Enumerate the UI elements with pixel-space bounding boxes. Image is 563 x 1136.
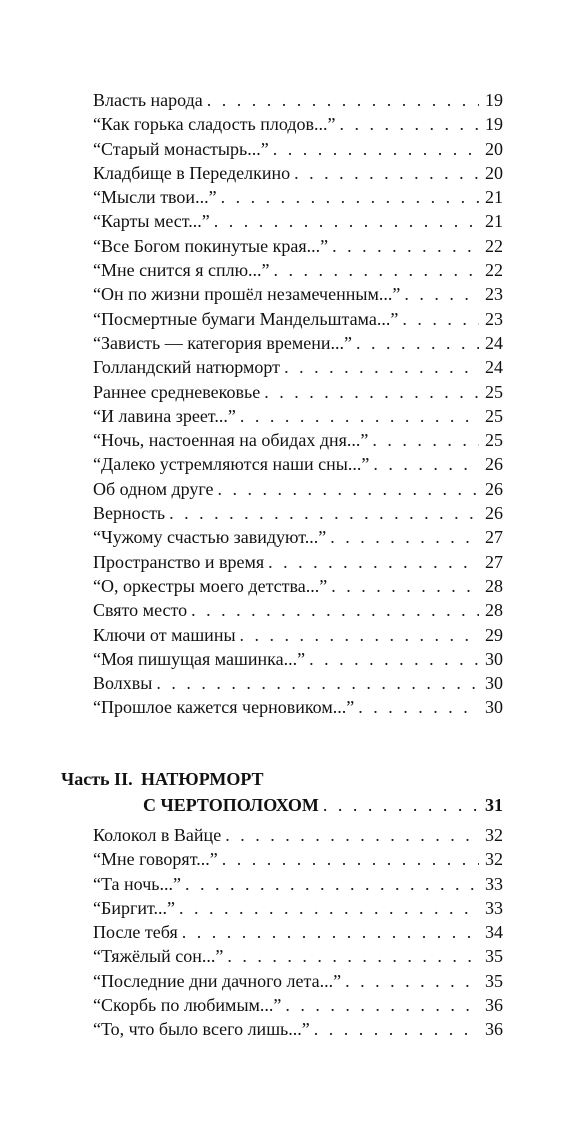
part-heading-line2 <box>61 792 503 818</box>
entry-page-number: 36 <box>485 1019 503 1040</box>
dot-leader <box>335 112 479 136</box>
dot-leader <box>328 234 479 258</box>
toc-entry <box>93 477 503 501</box>
entry-page-number: 26 <box>485 503 503 524</box>
toc-entry <box>93 1017 503 1041</box>
entry-title: “О, оркестры моего детства...” <box>93 575 328 596</box>
toc-entry <box>93 969 503 993</box>
dot-leader <box>260 380 479 404</box>
entry-page-number: 30 <box>485 648 503 669</box>
entry-title: “Посмертные бумаги Мандельштама...” <box>93 308 399 329</box>
toc-entry <box>93 331 503 355</box>
toc-entry <box>93 695 503 719</box>
entry-title: “Моя пишущая машинка...” <box>93 648 306 669</box>
toc-entry <box>93 452 503 476</box>
entry-page-number: 19 <box>485 90 503 110</box>
entry-page-number: 26 <box>485 478 503 499</box>
entry-title: “Биргит...” <box>93 897 175 918</box>
toc-entry <box>93 404 503 428</box>
entry-title: “Далеко устремляются наши сны...” <box>93 454 370 475</box>
entry-title: После тебя <box>93 922 178 943</box>
entry-page-number: 24 <box>485 332 503 353</box>
entry-title: “Старый монастырь...” <box>93 138 269 159</box>
entry-page-number: 22 <box>485 260 503 281</box>
toc-entry <box>93 598 503 622</box>
dot-leader <box>152 671 479 695</box>
dot-leader <box>400 282 479 306</box>
toc-entry <box>93 896 503 920</box>
dot-leader <box>305 647 479 671</box>
entry-page-number: 22 <box>485 235 503 256</box>
dot-leader <box>236 623 479 647</box>
entry-page-number: 32 <box>485 849 503 870</box>
entry-title: “Зависть — категория времени...” <box>93 332 353 353</box>
entry-title: “Карты мест...” <box>93 211 210 232</box>
entry-page-number: 27 <box>485 551 503 572</box>
entry-title: Свято место <box>93 600 188 621</box>
entry-page-number: 23 <box>485 308 503 329</box>
entry-page-number: 19 <box>485 114 503 135</box>
toc-entry <box>93 574 503 598</box>
dot-leader <box>221 823 479 847</box>
dot-leader <box>236 404 479 428</box>
toc-entry <box>93 380 503 404</box>
entry-title: “Та ночь...” <box>93 873 181 894</box>
entry-page-number: 32 <box>485 825 503 845</box>
entry-page-number: 33 <box>485 897 503 918</box>
dot-leader <box>214 477 479 501</box>
entry-title: Голландский натюрморт <box>93 357 281 378</box>
toc-list-bottom <box>93 823 503 1042</box>
toc-entry <box>93 647 503 671</box>
toc-entry <box>93 623 503 647</box>
entry-title: Раннее средневековье <box>93 381 261 402</box>
toc-entry <box>93 307 503 331</box>
dot-leader <box>223 944 479 968</box>
toc-list-top <box>93 88 503 720</box>
dot-leader <box>280 355 479 379</box>
entry-page-number: 30 <box>485 697 503 718</box>
dot-leader <box>181 872 479 896</box>
dot-leader <box>354 695 479 719</box>
entry-page-number: 36 <box>485 995 503 1016</box>
toc-entry <box>93 234 503 258</box>
entry-title: “Тяжёлый сон...” <box>93 946 224 967</box>
entry-title: “Все Богом покинутые края...” <box>93 235 329 256</box>
dot-leader <box>398 307 479 331</box>
toc-entry <box>93 161 503 185</box>
entry-title: “Мысли твои...” <box>93 187 217 208</box>
entry-title: “И лавина зреет...” <box>93 405 236 426</box>
entry-page-number: 35 <box>485 970 503 991</box>
dot-leader <box>269 137 479 161</box>
entry-title: “Ночь, настоенная на обидах дня...” <box>93 430 369 451</box>
dot-leader <box>341 969 479 993</box>
part-label: Часть II. <box>61 769 133 789</box>
dot-leader <box>178 920 479 944</box>
entry-page-number: 33 <box>485 873 503 894</box>
toc-entry <box>93 428 503 452</box>
toc-entry <box>93 137 503 161</box>
dot-leader <box>264 550 479 574</box>
dot-leader <box>368 428 479 452</box>
dot-leader <box>326 525 479 549</box>
dot-leader <box>187 598 479 622</box>
part-title-line1: НАТЮРМОРТ <box>141 769 264 789</box>
toc-entry <box>93 112 503 136</box>
dot-leader <box>310 1017 479 1041</box>
entry-page-number: 25 <box>485 430 503 451</box>
dot-leader <box>218 847 479 871</box>
entry-page-number: 26 <box>485 454 503 475</box>
part-heading <box>61 766 503 818</box>
entry-title: “Он по жизни прошёл незамеченным...” <box>93 284 401 305</box>
entry-page-number: 34 <box>485 922 503 943</box>
entry-page-number: 29 <box>485 624 503 645</box>
entry-page-number: 23 <box>485 284 503 305</box>
entry-page-number: 35 <box>485 946 503 967</box>
entry-page-number: 20 <box>485 162 503 183</box>
toc-entry <box>93 944 503 968</box>
toc-entry <box>93 920 503 944</box>
toc-entry <box>93 501 503 525</box>
toc-entry <box>93 525 503 549</box>
part-page-number: 31 <box>485 795 503 815</box>
toc-entry <box>93 258 503 282</box>
entry-title: Волхвы <box>93 673 153 694</box>
dot-leader <box>352 331 479 355</box>
dot-leader <box>270 258 479 282</box>
entry-title: “Чужому счастью завидуют...” <box>93 527 327 548</box>
entry-page-number: 20 <box>485 138 503 159</box>
toc-entry <box>93 993 503 1017</box>
entry-title: Ключи от машины <box>93 624 236 645</box>
entry-page-number: 28 <box>485 600 503 621</box>
dot-leader <box>281 993 479 1017</box>
toc-entry <box>93 823 503 847</box>
entry-title: “Прошлое кажется черновиком...” <box>93 697 355 718</box>
toc-entry <box>93 847 503 871</box>
entry-page-number: 21 <box>485 211 503 232</box>
entry-title: Пространство и время <box>93 551 265 572</box>
entry-title: Власть народа <box>93 90 203 110</box>
entry-page-number: 25 <box>485 381 503 402</box>
dot-leader <box>327 574 479 598</box>
entry-title: “Мне говорят...” <box>93 849 218 870</box>
dot-leader <box>165 501 479 525</box>
entry-title: “Как горька сладость плодов...” <box>93 114 336 135</box>
entry-page-number: 30 <box>485 673 503 694</box>
entry-title: “Мне снится я сплю...” <box>93 260 270 281</box>
entry-title: Кладбище в Переделкино <box>93 162 291 183</box>
dot-leader <box>217 185 479 209</box>
dot-leader <box>369 452 479 476</box>
entry-title: Верность <box>93 503 166 524</box>
dot-leader <box>175 896 479 920</box>
toc-entry <box>93 671 503 695</box>
dot-leader <box>203 88 479 112</box>
toc-entry <box>93 209 503 233</box>
toc-entry <box>93 185 503 209</box>
entry-page-number: 21 <box>485 187 503 208</box>
dot-leader <box>319 792 485 818</box>
toc-entry <box>93 550 503 574</box>
dot-leader <box>290 161 479 185</box>
entry-title: “То, что было всего лишь...” <box>93 1019 310 1040</box>
entry-page-number: 24 <box>485 357 503 378</box>
toc-entry <box>93 282 503 306</box>
dot-leader <box>210 209 479 233</box>
entry-page-number: 25 <box>485 405 503 426</box>
entry-title: “Скорбь по любимым...” <box>93 995 282 1016</box>
entry-title: “Последние дни дачного лета...” <box>93 970 342 991</box>
part-title-line2: С ЧЕРТОПОЛОХОМ <box>143 795 319 815</box>
toc-entry <box>93 355 503 379</box>
entry-page-number: 27 <box>485 527 503 548</box>
toc-entry <box>93 88 503 112</box>
entry-page-number: 28 <box>485 575 503 596</box>
entry-title: Колокол в Вайце <box>93 825 222 845</box>
entry-title: Об одном друге <box>93 478 214 499</box>
part-heading-line1 <box>61 766 503 792</box>
toc-entry <box>93 872 503 896</box>
